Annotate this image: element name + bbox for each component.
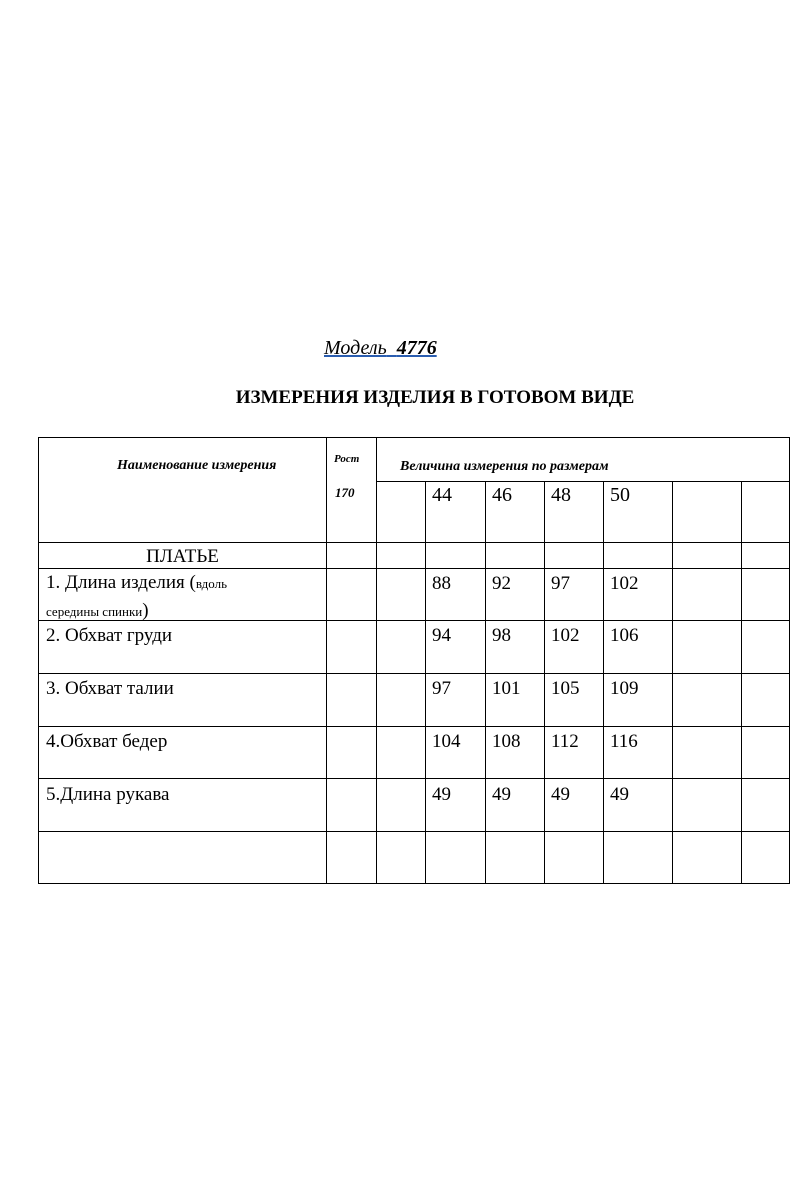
row-divider (39, 831, 789, 832)
measurement-name-header: Наименование измерения (117, 458, 277, 473)
row-divider (39, 673, 789, 674)
cell-value: 97 (432, 678, 451, 699)
height-value: 170 (335, 485, 355, 500)
sizes-header: Величина измерения по размерам (400, 459, 609, 474)
size-50: 50 (610, 484, 630, 506)
measurements-table (38, 437, 790, 884)
col-divider (376, 438, 377, 883)
cell-value: 94 (432, 625, 451, 646)
col-divider (326, 438, 327, 883)
section-label: ПЛАТЬЕ (146, 546, 219, 567)
row-divider (39, 542, 789, 543)
row-label-waist: 3. Обхват талии (46, 678, 174, 699)
size-48: 48 (551, 484, 571, 506)
row-label-note: вдоль (195, 576, 228, 591)
cell-value: 98 (492, 625, 511, 646)
cell-value: 102 (551, 625, 580, 646)
row-divider (39, 726, 789, 727)
row-divider (39, 778, 789, 779)
row-divider (376, 481, 789, 482)
cell-value: 109 (610, 678, 639, 699)
cell-value: 97 (551, 573, 570, 594)
height-header: Рост (334, 453, 360, 465)
model-number: 4776 (396, 337, 437, 359)
row-label-length (46, 572, 227, 622)
cell-value: 88 (432, 573, 451, 594)
row-label-chest: 2. Обхват груди (46, 625, 173, 646)
row-label-sleeve: 5.Длина рукава (46, 784, 170, 805)
row-label-hips: 4.Обхват бедер (46, 731, 168, 752)
size-44: 44 (432, 484, 452, 506)
cell-value: 49 (610, 784, 629, 805)
model-title (324, 337, 437, 360)
document-title: ИЗМЕРЕНИЯ ИЗДЕЛИЯ В ГОТОВОМ ВИДЕ (235, 387, 635, 408)
model-prefix: Модель (324, 337, 387, 359)
cell-value: 49 (432, 784, 451, 805)
cell-value: 101 (492, 678, 521, 699)
cell-value: 49 (551, 784, 570, 805)
row-divider (39, 568, 789, 569)
cell-value: 105 (551, 678, 580, 699)
row-label-close: ) (142, 600, 149, 621)
row-label-line2 (46, 600, 227, 622)
cell-value: 116 (610, 731, 638, 752)
cell-value: 108 (492, 731, 521, 752)
cell-value: 102 (610, 573, 639, 594)
row-label-note-2: середины спинки (46, 604, 143, 619)
row-label-text: 1. Длина изделия ( (46, 572, 196, 593)
cell-value: 92 (492, 573, 511, 594)
cell-value: 49 (492, 784, 511, 805)
cell-value: 106 (610, 625, 639, 646)
cell-value: 112 (551, 731, 579, 752)
cell-value: 104 (432, 731, 461, 752)
size-46: 46 (492, 484, 512, 506)
